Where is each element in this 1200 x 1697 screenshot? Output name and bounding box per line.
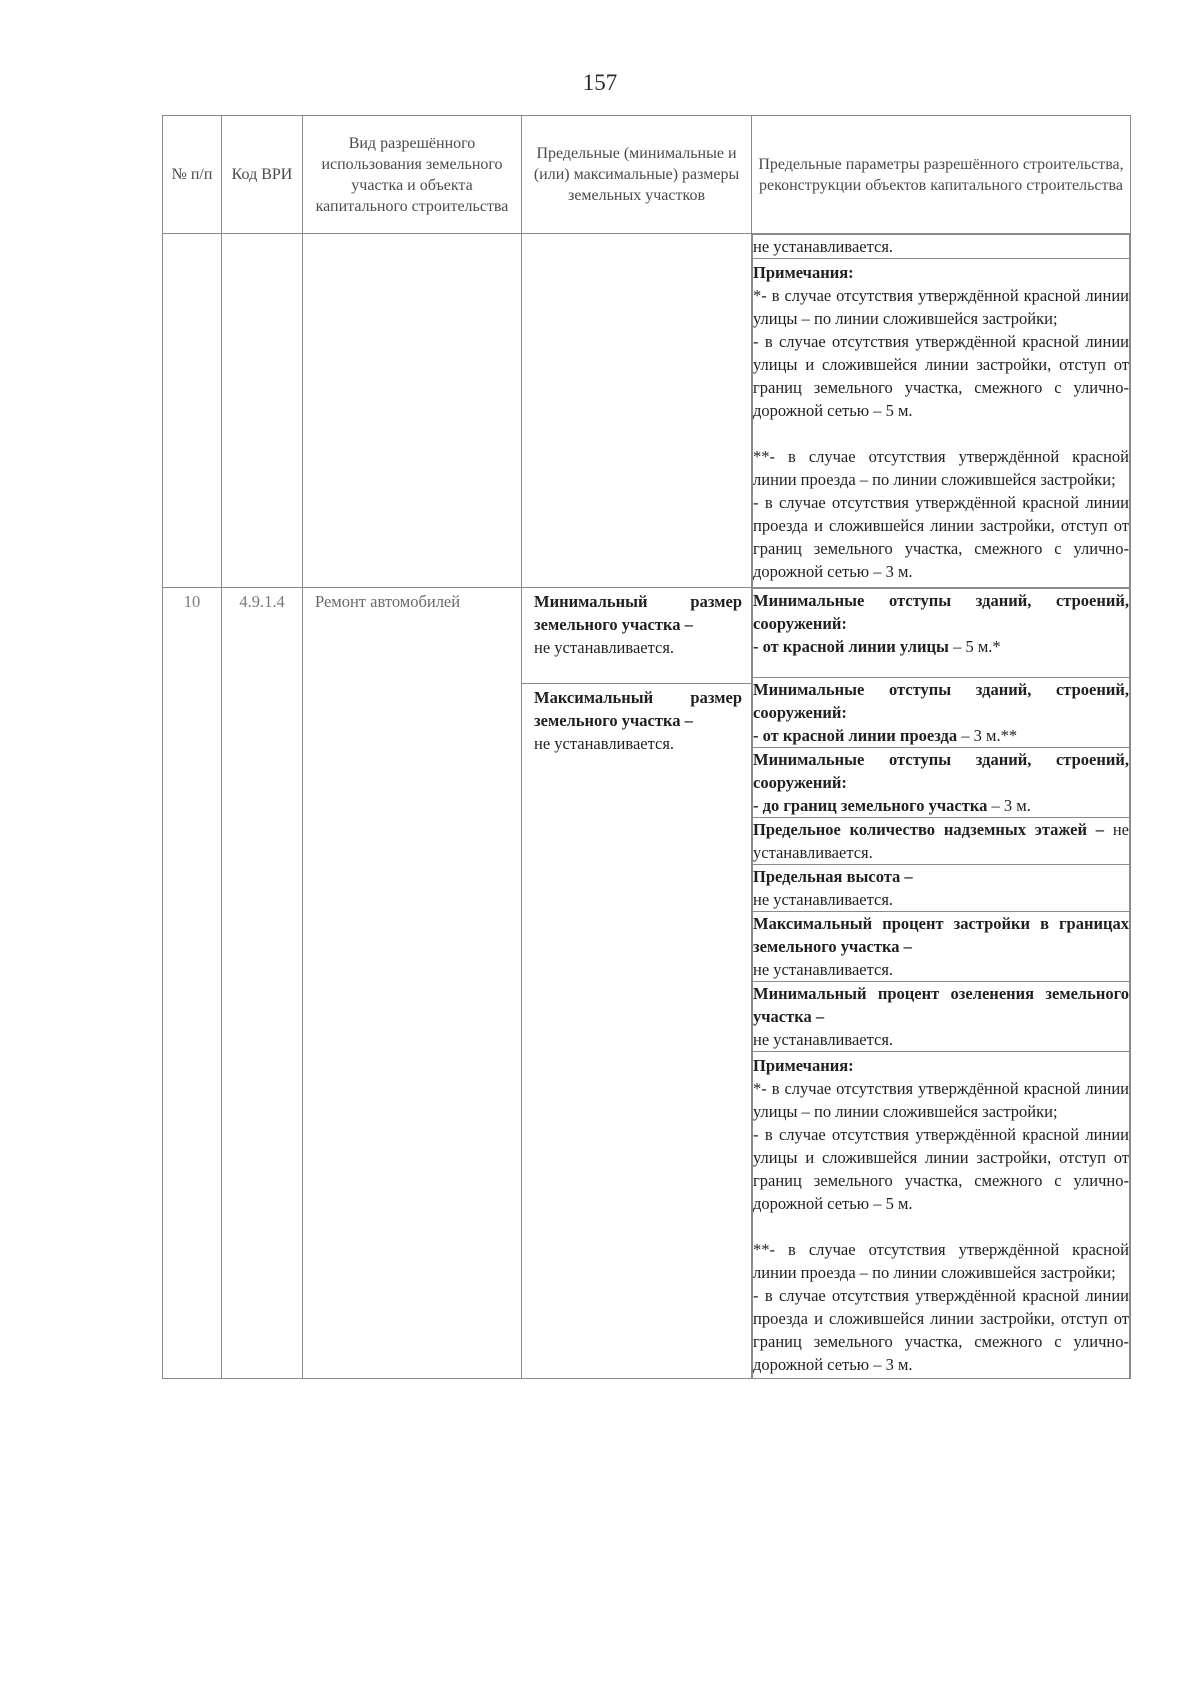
header-use-type: Вид разрешённого использования земельного участка и объекта капитального строительства xyxy=(303,116,522,234)
note-line: *- в случае отсутствия утверждённой красной линии улицы – по линии сложившейся застройки; xyxy=(753,286,1129,328)
row-code: 4.9.1.4 xyxy=(222,588,303,1379)
header-build-params: Предельные параметры разрешённого строительства, реконструкции объектов капитального строительства xyxy=(752,116,1131,234)
table-header-row xyxy=(163,116,1131,234)
row-number: 10 xyxy=(163,588,222,1379)
max-size-label: Максимальный размер земельного участка – xyxy=(534,688,742,730)
header-code: Код ВРИ xyxy=(222,116,303,234)
page-number: 157 xyxy=(582,70,618,95)
header-plot-sizes: Предельные (минимальные и (или) максимальные) размеры земельных участков xyxy=(522,116,752,234)
param-max-coverage: Максимальный процент застройки в границах земельного участка – не устанавливается. xyxy=(753,912,1130,982)
max-size-value: не устанавливается. xyxy=(534,734,675,753)
note-line: - в случае отсутствия утверждённой красной линии проезда и сложившейся линии застройки, отступ от границ земельного участка, смежного с улично-дорожной сетью – 3 м. xyxy=(753,1286,1129,1374)
min-size-value: не устанавливается. xyxy=(534,638,675,657)
table-row-10 xyxy=(163,588,1131,1379)
zoning-table xyxy=(162,115,1131,1379)
plot-size-cell xyxy=(522,588,752,1379)
param-red-line-drive: Минимальные отступы зданий, строений, сооружений: - от красной линии проезда – 3 м.** xyxy=(753,678,1130,748)
param-red-line-street: Минимальные отступы зданий, строений, сооружений: - от красной линии улицы – 5 м.* xyxy=(753,589,1130,678)
row10-params xyxy=(752,588,1130,1378)
note-line: *- в случае отсутствия утверждённой красной линии улицы – по линии сложившейся застройки; xyxy=(753,1079,1129,1121)
notes-title: Примечания: xyxy=(753,1056,854,1075)
notes-title: Примечания: xyxy=(753,263,854,282)
notes-block xyxy=(753,259,1130,588)
note-line: **- в случае отсутствия утверждённой красной линии проезда – по линии сложившейся застройки; xyxy=(753,447,1129,489)
param-min-greening: Минимальный процент озеленения земельного участка – не устанавливается. xyxy=(753,982,1130,1052)
min-size-label: Минимальный размер земельного участка – xyxy=(534,592,742,634)
param-height: Предельная высота – не устанавливается. xyxy=(753,865,1130,912)
note-line: - в случае отсутствия утверждённой красной линии улицы и сложившейся линии застройки, отступ от границ земельного участка, смежного с улично-дорожной сетью – 5 м. xyxy=(753,1125,1129,1213)
note-line: - в случае отсутствия утверждённой красной линии улицы и сложившейся линии застройки, отступ от границ земельного участка, смежного с улично-дорожной сетью – 5 м. xyxy=(753,332,1129,420)
continued-params xyxy=(752,234,1130,587)
min-plot-size xyxy=(522,588,751,684)
max-plot-size xyxy=(522,684,751,756)
table-row-continued xyxy=(163,234,1131,588)
param-plot-boundary: Минимальные отступы зданий, строений, сооружений: - до границ земельного участка – 3 м. xyxy=(753,748,1130,818)
param-value: не устанавливается. xyxy=(753,235,1130,259)
param-floors: Предельное количество надземных этажей – не устанавливается. xyxy=(753,818,1130,865)
note-line: - в случае отсутствия утверждённой красной линии проезда и сложившейся линии застройки, отступ от границ земельного участка, смежного с улично-дорожной сетью – 3 м. xyxy=(753,493,1129,581)
header-num: № п/п xyxy=(163,116,222,234)
notes-block xyxy=(753,1052,1130,1379)
row-use-name: Ремонт автомобилей xyxy=(303,588,522,1379)
note-line: **- в случае отсутствия утверждённой красной линии проезда – по линии сложившейся застройки; xyxy=(753,1240,1129,1282)
